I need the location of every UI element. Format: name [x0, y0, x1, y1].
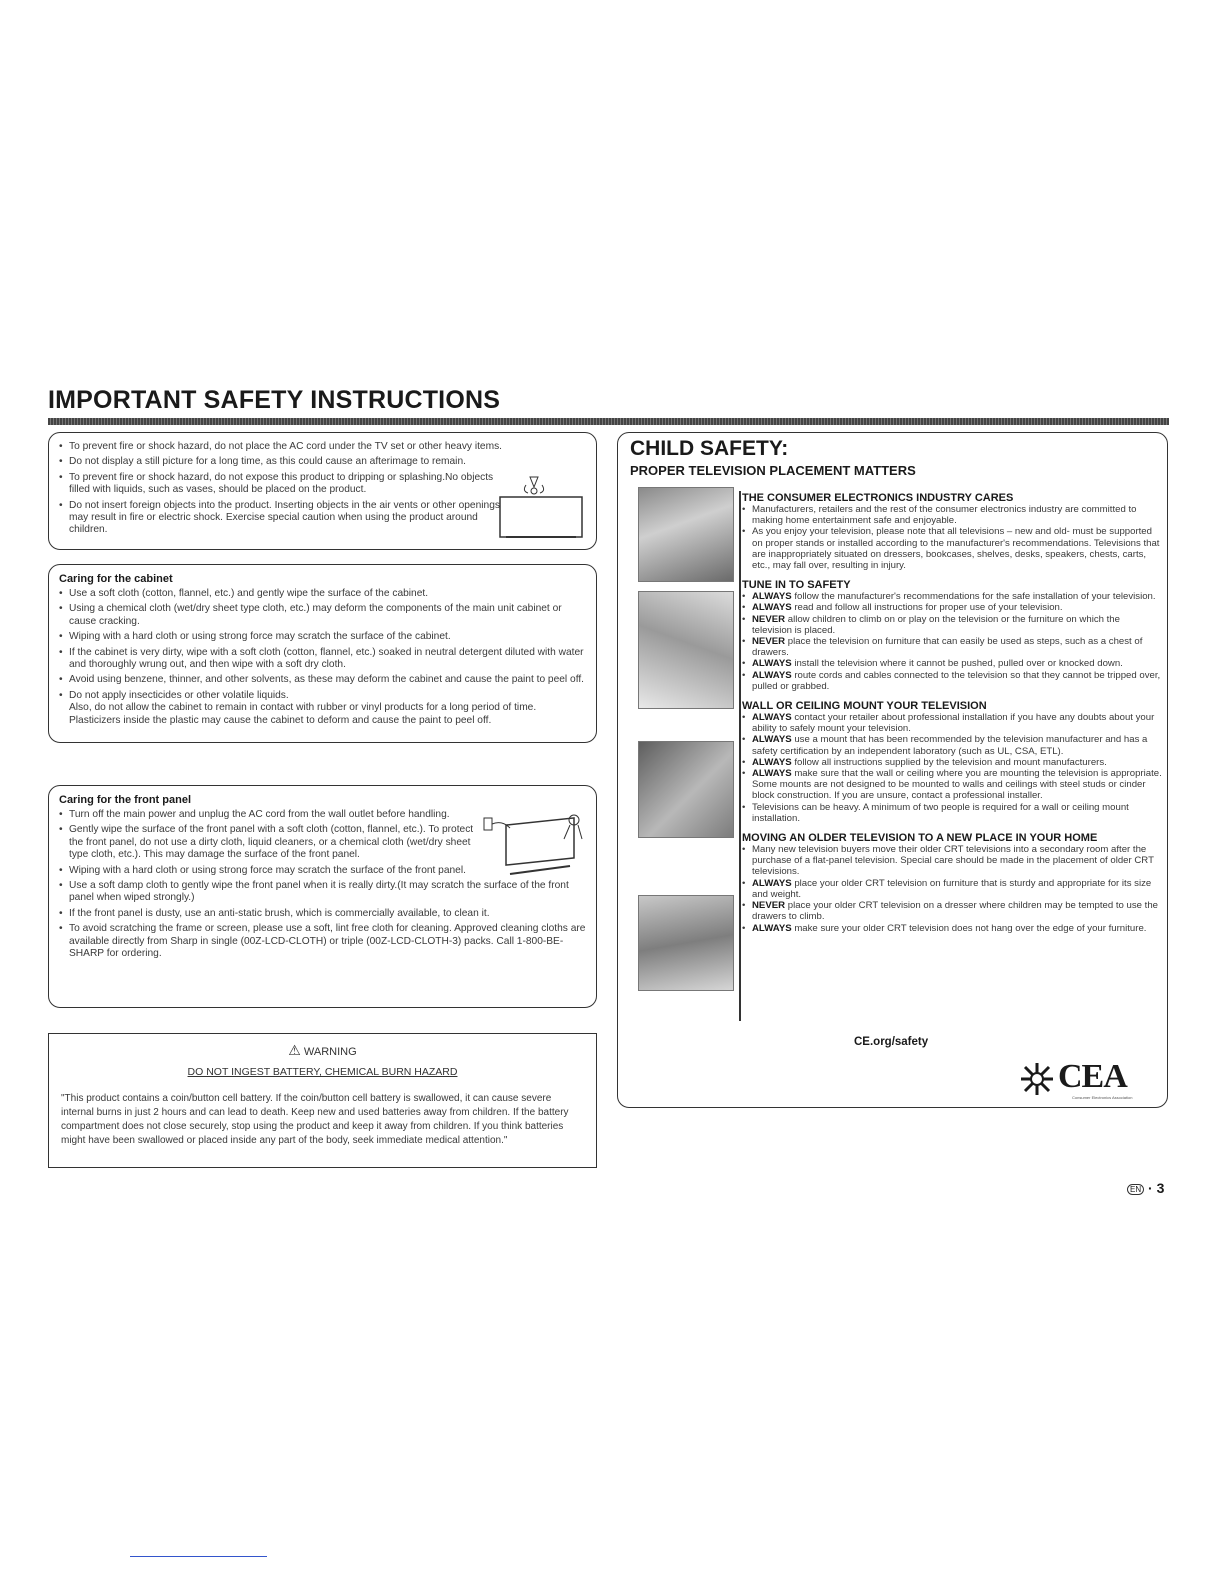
list-item: • Use a soft cloth (cotton, flannel, etc.) and gently wipe the surface of the cabinet.: [59, 588, 586, 600]
cea-logo-text: CEA: [1058, 1058, 1127, 1095]
child-safety-title: CHILD SAFETY:: [630, 437, 789, 460]
list-item: • To prevent fire or shock hazard, do not expose this product to dripping or splashing.No objects filled with liquids, such as vases, should be placed on the product.: [59, 472, 509, 497]
photo-mother-child: [638, 591, 734, 709]
general-safety-box: [48, 432, 597, 550]
page-number: [1127, 1180, 1164, 1196]
list-item: • To prevent fire or shock hazard, do not place the AC cord under the TV set or other heavy items.: [59, 441, 529, 453]
list-item: • Gently wipe the surface of the front panel with a soft cloth (cotton, flannel, etc.). To protect the front panel, do not use a dirty cloth, liquid cleaners, or a chemical cloth (wet/dry sheet type cloth, etc.). This may damage the surface of the front panel.: [59, 824, 474, 861]
list-item: • ALWAYS make sure that the wall or ceiling where you are mounting the television is appropriate. Some mounts are not designed to be mounted to walls and ceilings with steel studs or cinder block construction. If you are unsure, contact a professional installer.: [742, 768, 1162, 802]
warning-triangle-icon: ⚠: [288, 1042, 301, 1058]
list-item: • Wiping with a hard cloth or using strong force may scratch the surface of the cabinet.: [59, 631, 586, 643]
section-heading: TUNE IN TO SAFETY: [742, 579, 851, 592]
list-item: • ALWAYS follow all instructions supplied by the television and mount manufacturers.: [742, 757, 1162, 768]
child-safety-box: [617, 432, 1168, 1108]
list-item: • ALWAYS read and follow all instructions for proper use of your television.: [742, 602, 1162, 613]
title-rule: [48, 418, 1169, 425]
cabinet-care-note: Also, do not allow the cabinet to remain in contact with rubber or vinyl products for a long period of time. Plasticizers inside the plastic may cause the cabinet to deform and cause the paint to peel off.: [69, 702, 537, 726]
cea-starburst-icon: [1020, 1062, 1054, 1096]
photo-child-crt: [638, 895, 734, 991]
warning-body: "This product contains a coin/button cell battery. If the coin/button cell battery is swallowed, it can cause severe internal burns in just 2 hours and can lead to death. Keep new and used batteries away from children. If the battery compartment does not close securely, stop using the product and keep it away from children. If you think batteries might have been swallowed or placed inside any part of the body, seek immediate medical attention.": [61, 1093, 569, 1146]
list-item: • Use a soft damp cloth to gently wipe the front panel when it is really dirty.(It may scratch the surface of the front panel when wiped strongly.): [59, 880, 586, 905]
list-item: • NEVER place your older CRT television on a dresser where children may be tempted to use the drawers to climb.: [742, 900, 1162, 922]
tv-splash-icon: [496, 471, 586, 541]
list-item: • Turn off the main power and unplug the AC cord from the wall outlet before handling.: [59, 809, 509, 821]
list-item: • NEVER place the television on furniture that can easily be used as steps, such as a chest of drawers.: [742, 636, 1162, 658]
list-item: • Do not display a still picture for a long time, as this could cause an afterimage to remain.: [59, 456, 529, 468]
list-item: • If the front panel is dusty, use an anti-static brush, which is commercially available, to clean it.: [59, 908, 586, 920]
battery-warning-box: [48, 1033, 597, 1168]
section-heading: THE CONSUMER ELECTRONICS INDUSTRY CARES: [742, 492, 1014, 504]
list-item: • ALWAYS follow the manufacturer's recommendations for the safe installation of your television.: [742, 591, 1162, 602]
list-item: • ALWAYS place your older CRT television on furniture that is sturdy and appropriate for its size and weight.: [742, 878, 1162, 900]
front-panel-care-box: [48, 785, 597, 1008]
child-safety-rule: [739, 491, 741, 1021]
list-item: • Wiping with a hard cloth or using strong force may scratch the surface of the front panel.: [59, 865, 489, 877]
cabinet-care-heading: Caring for the cabinet: [59, 573, 173, 585]
list-item: • Do not insert foreign objects into the product. Inserting objects in the air vents or other openings may result in fire or electric shock. Exercise special caution when using the product around children.: [59, 500, 509, 537]
warning-label-row: [49, 1042, 596, 1059]
list-item: • ALWAYS route cords and cables connected to the television so that they cannot be tripped over, pulled or grabbed.: [742, 670, 1162, 692]
list-item: • Using a chemical cloth (wet/dry sheet type cloth, etc.) may deform the components of the main unit cabinet or cause cracking.: [59, 603, 586, 628]
tv-cleaning-icon: [478, 810, 588, 880]
warning-label: WARNING: [303, 1046, 357, 1058]
cabinet-care-list: [59, 588, 586, 702]
section-heading: MOVING AN OLDER TELEVISION TO A NEW PLACE IN YOUR HOME: [742, 832, 1098, 845]
cabinet-care-box: [48, 564, 597, 743]
warning-headline: DO NOT INGEST BATTERY, CHEMICAL BURN HAZARD: [187, 1066, 458, 1078]
language-badge: EN: [1127, 1184, 1144, 1195]
list-item: • If the cabinet is very dirty, wipe with a soft cloth (cotton, flannel, etc.) soaked in neutral detergent diluted with water and thoroughly wrung out, and then wipe with a soft dry cloth.: [59, 647, 586, 672]
cea-logo: [1020, 1058, 1160, 1104]
safety-url: CE.org/safety: [854, 1036, 929, 1048]
child-safety-text: [742, 488, 1162, 934]
list-item: • ALWAYS contact your retailer about professional installation if you have any doubts about your ability to safely mount your television.: [742, 712, 1162, 734]
page-number-value: 3: [1156, 1180, 1165, 1196]
list-item: • Televisions can be heavy. A minimum of two people is required for a wall or ceiling mount installation.: [742, 802, 1162, 824]
front-panel-care-heading: Caring for the front panel: [59, 794, 191, 806]
cea-logo-caption: Consumer Electronics Association: [1072, 1095, 1133, 1100]
list-item: • ALWAYS install the television where it cannot be pushed, pulled over or knocked down.: [742, 658, 1162, 669]
general-safety-list: [59, 441, 529, 537]
list-item: • NEVER allow children to climb on or play on the television or the furniture on which the television is placed.: [742, 614, 1162, 636]
page-number-separator: ·: [1148, 1180, 1157, 1196]
list-item: • ALWAYS make sure your older CRT television does not hang over the edge of your furniture.: [742, 923, 1162, 934]
section-heading: WALL OR CEILING MOUNT YOUR TELEVISION: [742, 700, 987, 713]
list-item: • Do not apply insecticides or other volatile liquids.: [59, 690, 586, 702]
list-item: • Manufacturers, retailers and the rest of the consumer electronics industry are committed to making home entertainment safe and enjoyable.: [742, 504, 1162, 526]
photo-family-tv: [638, 487, 734, 582]
list-item: • Many new television buyers move their older CRT televisions into a secondary room after the purchase of a flat-panel television. Special care should be made in the placement of older CRT televisions.: [742, 844, 1162, 878]
list-item: • ALWAYS use a mount that has been recommended by the television manufacturer and has a safety certification by an independent laboratory (such as UL, CSA, ETL).: [742, 734, 1162, 756]
list-item: • Avoid using benzene, thinner, and other solvents, as these may deform the cabinet and cause the paint to peel off.: [59, 674, 586, 686]
page-title: IMPORTANT SAFETY INSTRUCTIONS: [48, 386, 501, 414]
photo-wall-mount: [638, 741, 734, 838]
footer-rule: [130, 1556, 267, 1557]
list-item: • To avoid scratching the frame or screen, please use a soft, lint free cloth for cleaning. Approved cleaning cloths are available directly from Sharp in single (00Z-LCD-CLOTH) or triple (00Z-LCD-CLOTH-3) packs. Call 1-800-BE-SHARP for ordering.: [59, 923, 586, 960]
child-safety-subtitle: PROPER TELEVISION PLACEMENT MATTERS: [630, 463, 916, 478]
list-item: • As you enjoy your television, please note that all televisions – new and old- must be supported on proper stands or installed according to the manufacturer's recommendations. Televisions that are inappropriately situated on dressers, bookcases, shelves, desks, speakers, chests, carts, etc., may fall over, resulting in injury.: [742, 526, 1162, 571]
